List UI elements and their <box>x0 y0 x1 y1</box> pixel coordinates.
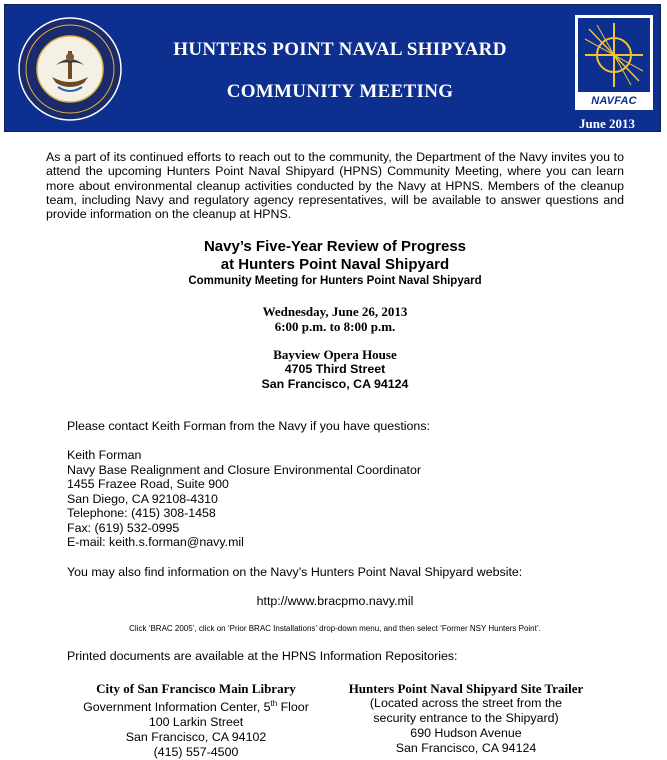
contact-street: 1455 Frazee Road, Suite 900 <box>67 477 229 491</box>
contact-fax: Fax: (619) 532-0995 <box>67 521 180 535</box>
trailer-line1: (Located across the street from the <box>369 696 563 710</box>
trailer-city: San Francisco, CA 94124 <box>395 741 537 755</box>
website-prompt: You may also find information on the Navy’s Hunters Point Naval Shipyard website: <box>67 565 523 579</box>
trailer-name: Hunters Point Naval Shipyard Site Trailer <box>348 681 584 696</box>
event-venue: Bayview Opera House <box>273 347 397 362</box>
banner-date: June 2013 <box>579 116 635 131</box>
contact-email[interactable]: E-mail: keith.s.forman@navy.mil <box>67 535 244 549</box>
trailer-block <box>336 681 596 756</box>
trailer-line2: security entrance to the Shipyard) <box>373 711 559 725</box>
library-block <box>66 681 326 760</box>
library-city: San Francisco, CA 94102 <box>125 730 267 745</box>
banner-title-line1: HUNTERS POINT NAVAL SHIPYARD <box>173 39 507 60</box>
website-instructions: Click ‘BRAC 2005’, click on ‘Prior BRAC Installations’ drop-down menu, and then select ‘Former NSY Hunters Point’. <box>129 624 541 633</box>
event-subheading: Community Meeting for Hunters Point Naval Shipyard <box>188 275 482 287</box>
library-name: City of San Francisco Main Library <box>96 681 296 696</box>
repositories-prompt: Printed documents are available at the HPNS Information Repositories: <box>67 649 458 663</box>
contact-telephone: Telephone: (415) 308-1458 <box>67 506 216 520</box>
banner-title-line2: COMMUNITY MEETING <box>226 81 454 102</box>
navy-seal-icon <box>18 17 122 121</box>
event-heading-line2: at Hunters Point Naval Shipyard <box>220 256 450 273</box>
library-phone: (415) 557-4500 <box>153 745 239 760</box>
event-city: San Francisco, CA 94124 <box>261 377 409 391</box>
event-date: Wednesday, June 26, 2013 <box>262 304 408 319</box>
navfac-logo <box>575 15 653 110</box>
library-line1: Government Information Center, 5th Floor <box>83 699 309 715</box>
header-banner <box>4 4 661 132</box>
trailer-street: 690 Hudson Avenue <box>410 726 522 740</box>
navfac-label: NAVFAC <box>591 95 637 107</box>
contact-prompt: Please contact Keith Forman from the Navy if you have questions: <box>67 419 430 433</box>
contact-city: San Diego, CA 92108-4310 <box>67 492 218 506</box>
event-street: 4705 Third Street <box>284 362 386 376</box>
event-heading-line1: Navy’s Five-Year Review of Progress <box>203 238 467 255</box>
library-street: 100 Larkin Street <box>148 715 244 730</box>
website-url[interactable]: http://www.bracpmo.navy.mil <box>256 594 414 608</box>
event-time: 6:00 p.m. to 8:00 p.m. <box>274 319 396 334</box>
contact-role: Navy Base Realignment and Closure Environmental Coordinator <box>67 463 422 477</box>
intro-paragraph: As a part of its continued efforts to reach out to the community, the Department of the Navy invites you to attend the upcoming Hunters Point Naval Shipyard (HPNS) Community Meeting, where you can learn more about environmental cleanup activities conducted by the Navy at HPNS. Members of the cleanup team, including Navy and regulatory agency representatives, will be available to answer questions and provide information on the cleanup at HPNS. <box>46 150 624 222</box>
navfac-emblem-icon <box>575 15 653 95</box>
contact-name: Keith Forman <box>67 448 142 462</box>
